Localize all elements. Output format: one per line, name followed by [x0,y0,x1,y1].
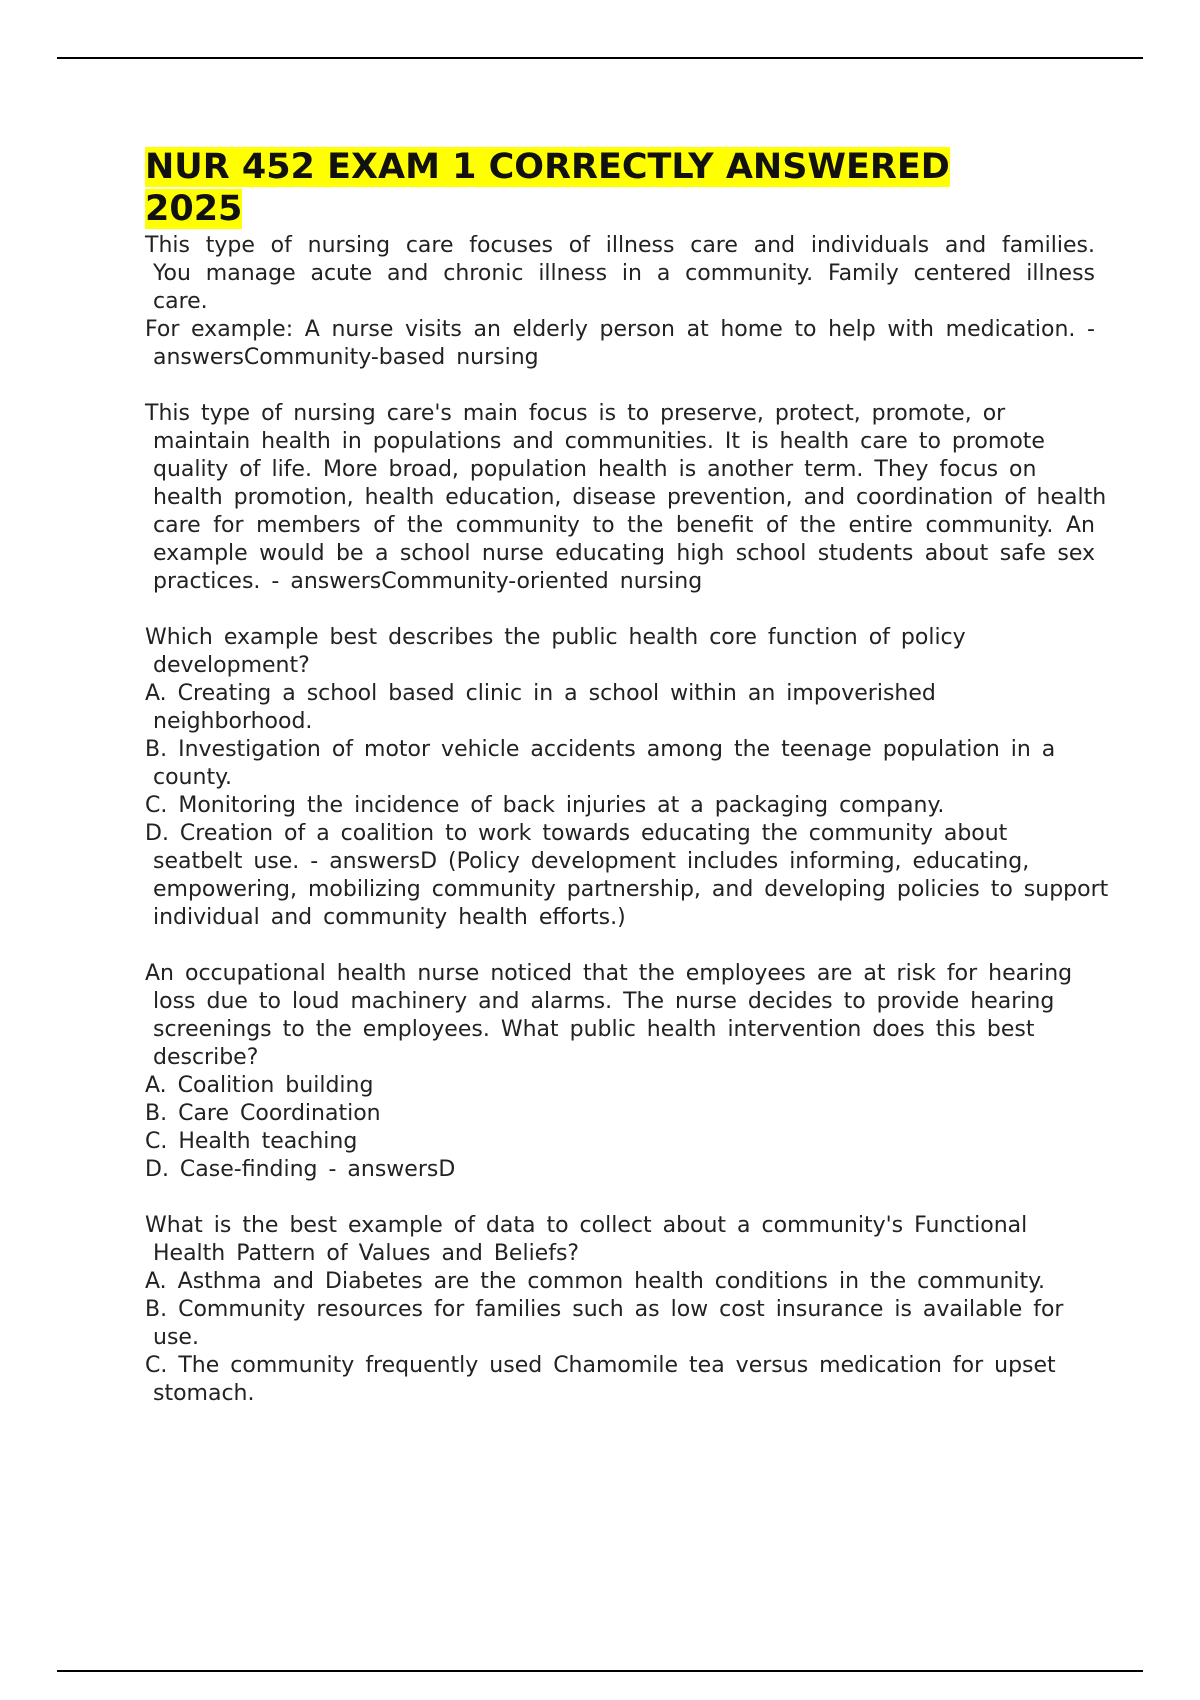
option-c-cont: stomach. [153,1381,255,1406]
text-line: care for members of the community to the benefit of the entire community. An [153,513,1095,538]
option-a: A. Asthma and Diabetes are the common health conditions in the community. [145,1269,1046,1294]
answer-line: answersCommunity-based nursing [153,345,539,370]
option-b-cont: use. [153,1325,199,1350]
question-line: An occupational health nurse noticed that the employees are at risk for hearing [145,961,1073,986]
option-a-cont: neighborhood. [153,709,313,734]
qa-block [145,400,1107,596]
text-line: For example: A nurse visits an elderly person at home to help with medication. - [145,317,1095,342]
option-b: B. Care Coordination [145,1101,381,1126]
option-a: A. Creating a school based clinic in a school within an impoverished [145,681,936,706]
qa-block [145,960,1095,1184]
text-line: quality of life. More broad, population health is another term. They focus on [153,457,1037,482]
document-title [145,146,1095,230]
question-line: What is the best example of data to collect about a community's Functional [145,1213,1028,1238]
option-c: C. Health teaching [145,1129,358,1154]
option-b-cont: county. [153,765,232,790]
text-line: This type of nursing care's main focus is to preserve, protect, promote, or [145,401,1006,426]
title-line: NUR 452 EXAM 1 CORRECTLY ANSWERED [145,147,950,187]
qa-block [145,1212,1095,1408]
qa-block [145,624,1109,932]
footer-rule [57,1670,1143,1672]
option-d: D. Creation of a coalition to work towards educating the community about [145,821,1008,846]
text-line: example would be a school nurse educating high school students about safe sex [153,541,1095,566]
text-line: This type of nursing care focuses of illness care and individuals and families. [145,233,1095,258]
text-line: care. [153,289,208,314]
qa-block [145,232,1095,372]
option-c: C. The community frequently used Chamomile tea versus medication for upset [145,1353,1056,1378]
question-line: describe? [153,1045,259,1070]
option-a: A. Coalition building [145,1073,374,1098]
answer-line: seatbelt use. - answersD (Policy development includes informing, educating, [153,849,1030,874]
option-b: B. Community resources for families such as low cost insurance is available for [145,1297,1064,1322]
answer-line: practices. - answersCommunity-oriented nursing [153,569,703,594]
question-line: development? [153,653,310,678]
question-line: loss due to loud machinery and alarms. The nurse decides to provide hearing [153,989,1055,1014]
text-line: maintain health in populations and communities. It is health care to promote [153,429,1045,454]
header-rule [57,57,1143,59]
answer-line: empowering, mobilizing community partnership, and developing policies to support [153,877,1109,902]
option-d: D. Case-finding - answersD [145,1157,456,1182]
option-c: C. Monitoring the incidence of back injuries at a packaging company. [145,793,945,818]
title-line: 2025 [145,189,243,229]
question-line: Health Pattern of Values and Beliefs? [153,1241,580,1266]
answer-line: individual and community health efforts.) [153,905,626,930]
question-line: Which example best describes the public health core function of policy [145,625,966,650]
question-line: screenings to the employees. What public health intervention does this best [153,1017,1035,1042]
document-body [145,146,1109,1436]
text-line: You manage acute and chronic illness in a community. Family centered illness [153,261,1095,286]
option-b: B. Investigation of motor vehicle accidents among the teenage population in a [145,737,1056,762]
text-line: health promotion, health education, disease prevention, and coordination of health [153,485,1107,510]
